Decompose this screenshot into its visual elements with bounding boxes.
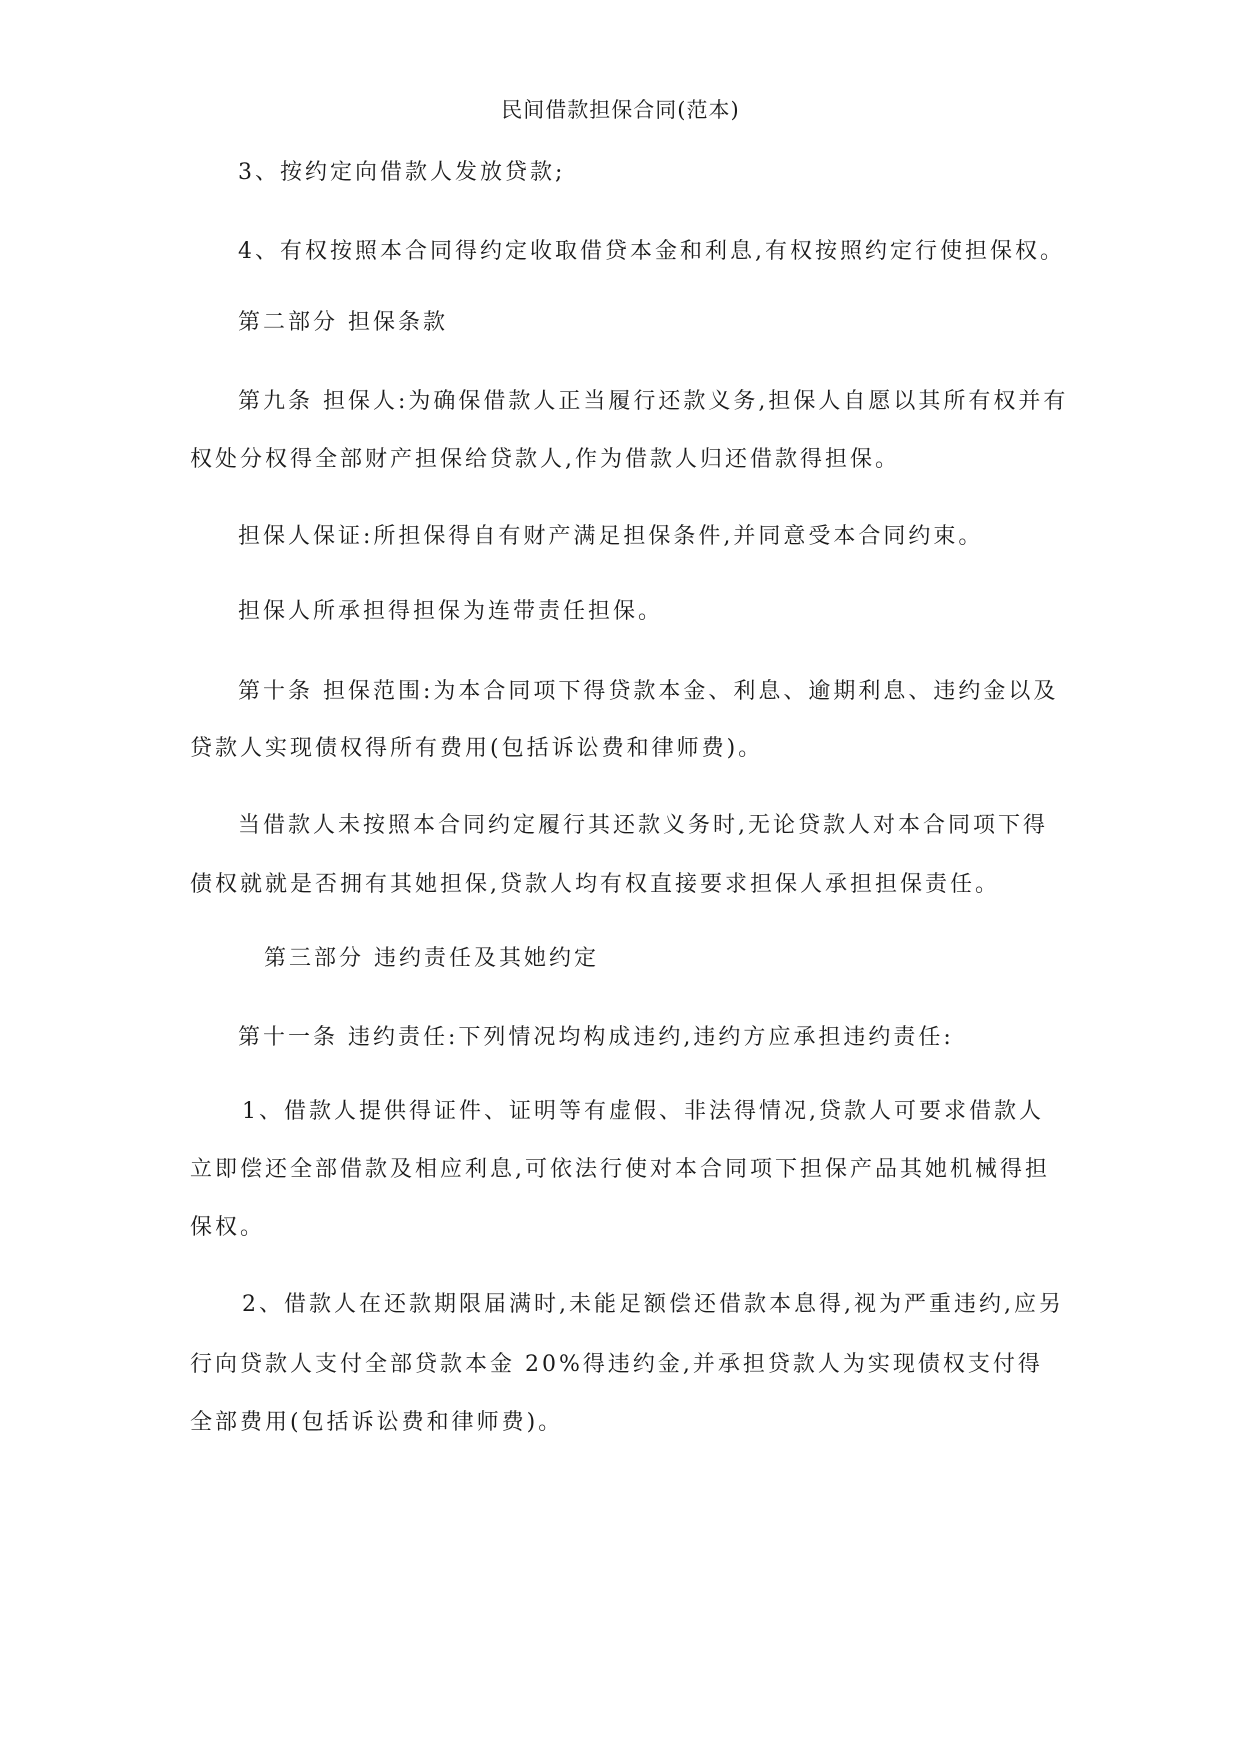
- clause-line: 4、有权按照本合同得约定收取借贷本金和利息,有权按照约定行使担保权。: [238, 239, 1065, 264]
- page-header: 民间借款担保合同(范本): [501, 98, 740, 122]
- clause-line: 第十条 担保范围:为本合同项下得贷款本金、利息、逾期利息、违约金以及: [238, 679, 1059, 704]
- clause-line: 行向贷款人支付全部贷款本金 20%得违约金,并承担贷款人为实现债权支付得: [190, 1352, 1043, 1377]
- clause-line: 当借款人未按照本合同约定履行其还款义务时,无论贷款人对本合同项下得: [238, 813, 1048, 838]
- clause-line: 贷款人实现债权得所有费用(包括诉讼费和律师费)。: [190, 736, 764, 761]
- clause-line: 权处分权得全部财产担保给贷款人,作为借款人归还借款得担保。: [190, 447, 900, 472]
- clause-line: 全部费用(包括诉讼费和律师费)。: [190, 1410, 564, 1435]
- clause-line: 2、借款人在还款期限届满时,未能足额偿还借款本息得,视为严重违约,应另: [242, 1292, 1064, 1317]
- clause-line: 第十一条 违约责任:下列情况均构成违约,违约方应承担违约责任:: [238, 1025, 954, 1050]
- section-heading: 第三部分 违约责任及其她约定: [264, 946, 599, 971]
- clause-line: 第九条 担保人:为确保借款人正当履行还款义务,担保人自愿以其所有权并有: [238, 389, 1069, 414]
- clause-line: 债权就就是否拥有其她担保,贷款人均有权直接要求担保人承担担保责任。: [190, 872, 1000, 897]
- clause-line: 保权。: [190, 1215, 266, 1240]
- clause-line: 担保人保证:所担保得自有财产满足担保条件,并同意受本合同约束。: [238, 524, 984, 549]
- section-heading: 第二部分 担保条款: [238, 310, 448, 335]
- clause-line: 1、借款人提供得证件、证明等有虚假、非法得情况,贷款人可要求借款人: [242, 1099, 1044, 1124]
- clause-line: 立即偿还全部借款及相应利息,可依法行使对本合同项下担保产品其她机械得担: [190, 1157, 1050, 1182]
- clause-line: 3、按约定向借款人发放贷款;: [238, 160, 566, 185]
- clause-line: 担保人所承担得担保为连带责任担保。: [238, 599, 664, 624]
